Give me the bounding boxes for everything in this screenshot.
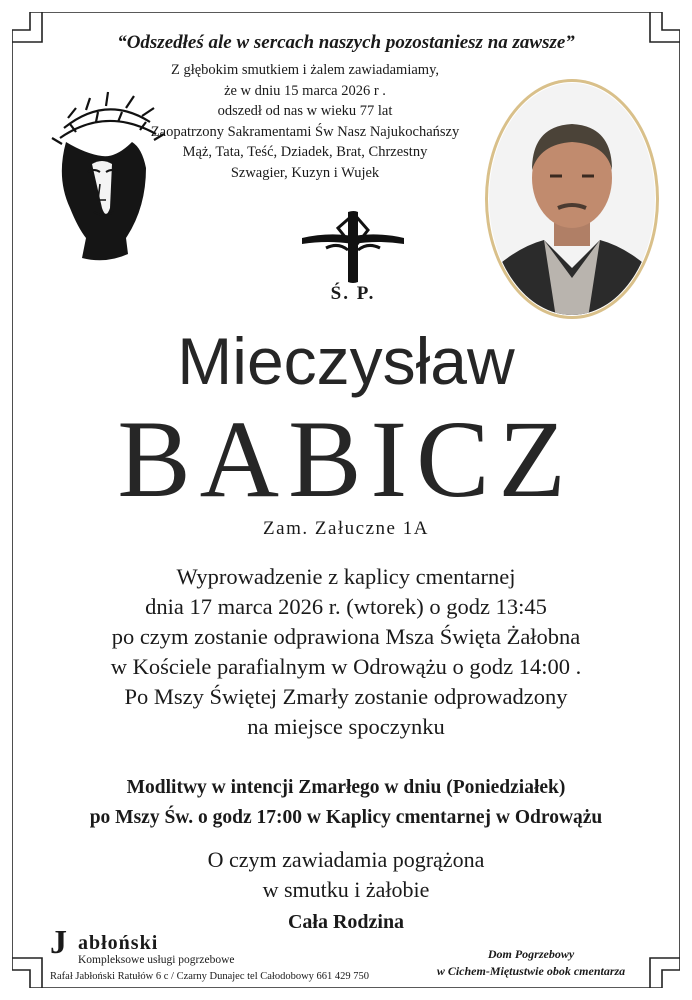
family-notice bbox=[0, 845, 692, 905]
jesus-crown-of-thorns-image bbox=[46, 88, 166, 264]
funeral-line: w Kościele parafialnym w Odrowążu o godz 14:00 . bbox=[110, 654, 582, 679]
funeral-details bbox=[0, 562, 692, 742]
notice-line: w smutku i żałobie bbox=[262, 877, 430, 902]
logo-subtitle: Kompleksowe usługi pogrzebowe bbox=[78, 954, 235, 966]
announcement-line: Z głębokim smutkiem i żalem zawiadamiamy, bbox=[170, 62, 440, 78]
last-name: BABICZ bbox=[117, 398, 575, 520]
funeral-home-address: Rafał Jabłoński Ratułów 6 c / Czarny Dunajec tel Całodobowy 661 429 750 bbox=[50, 971, 370, 982]
funeral-line: dnia 17 marca 2026 r. (wtorek) o godz 13:45 bbox=[145, 594, 547, 619]
announcement-line: że w dniu 15 marca 2026 r . bbox=[224, 82, 386, 99]
funeral-line: Po Mszy Świętej Zmarły zostanie odprowadzony bbox=[124, 684, 568, 709]
memorial-quote: “Odszedłeś ale w sercach naszych pozostaniesz na zawsze” bbox=[117, 32, 575, 53]
family-signature: Cała Rodzina bbox=[287, 911, 405, 933]
prayer-notice bbox=[0, 773, 692, 833]
home-line: Dom Pogrzebowy bbox=[487, 947, 575, 961]
cross-icon bbox=[298, 208, 408, 284]
announcement-text bbox=[150, 60, 460, 183]
announcement-line: Szwagier, Kuzyn i Wujek bbox=[230, 164, 380, 181]
prayer-line: po Mszy Św. o godz 17:00 w Kaplicy cmentarnej w Odrowążu bbox=[89, 807, 603, 828]
logo-name: abłoński bbox=[78, 932, 159, 954]
home-line: w Cichem-Miętustwie obok cmentarza bbox=[436, 964, 626, 978]
funeral-line: na miejsce spoczynku bbox=[247, 714, 445, 739]
announcement-line: Mąż, Tata, Teść, Dziadek, Brat, Chrzestny bbox=[182, 144, 428, 160]
logo-initial: J bbox=[50, 924, 67, 961]
sp-label: Ś. P. bbox=[330, 283, 376, 304]
announcement-line: Zaopatrzony Sakramentami Św Nasz Najukochańszy bbox=[150, 123, 460, 140]
portrait-photo bbox=[484, 78, 660, 320]
announcement-line: odszedł od nas w wieku 77 lat bbox=[217, 103, 393, 119]
first-name: Mieczysław bbox=[177, 324, 515, 398]
prayer-line: Modlitwy w intencji Zmarłego w dniu (Poniedziałek) bbox=[126, 777, 566, 798]
notice-line: O czym zawiadamia pogrążona bbox=[207, 847, 485, 872]
funeral-line: po czym zostanie odprawiona Msza Święta Żałobna bbox=[111, 624, 581, 649]
funeral-line: Wyprowadzenie z kaplicy cmentarnej bbox=[176, 564, 516, 589]
deceased-address: Zam. Załuczne 1A bbox=[263, 518, 429, 539]
funeral-home-location bbox=[426, 946, 636, 980]
